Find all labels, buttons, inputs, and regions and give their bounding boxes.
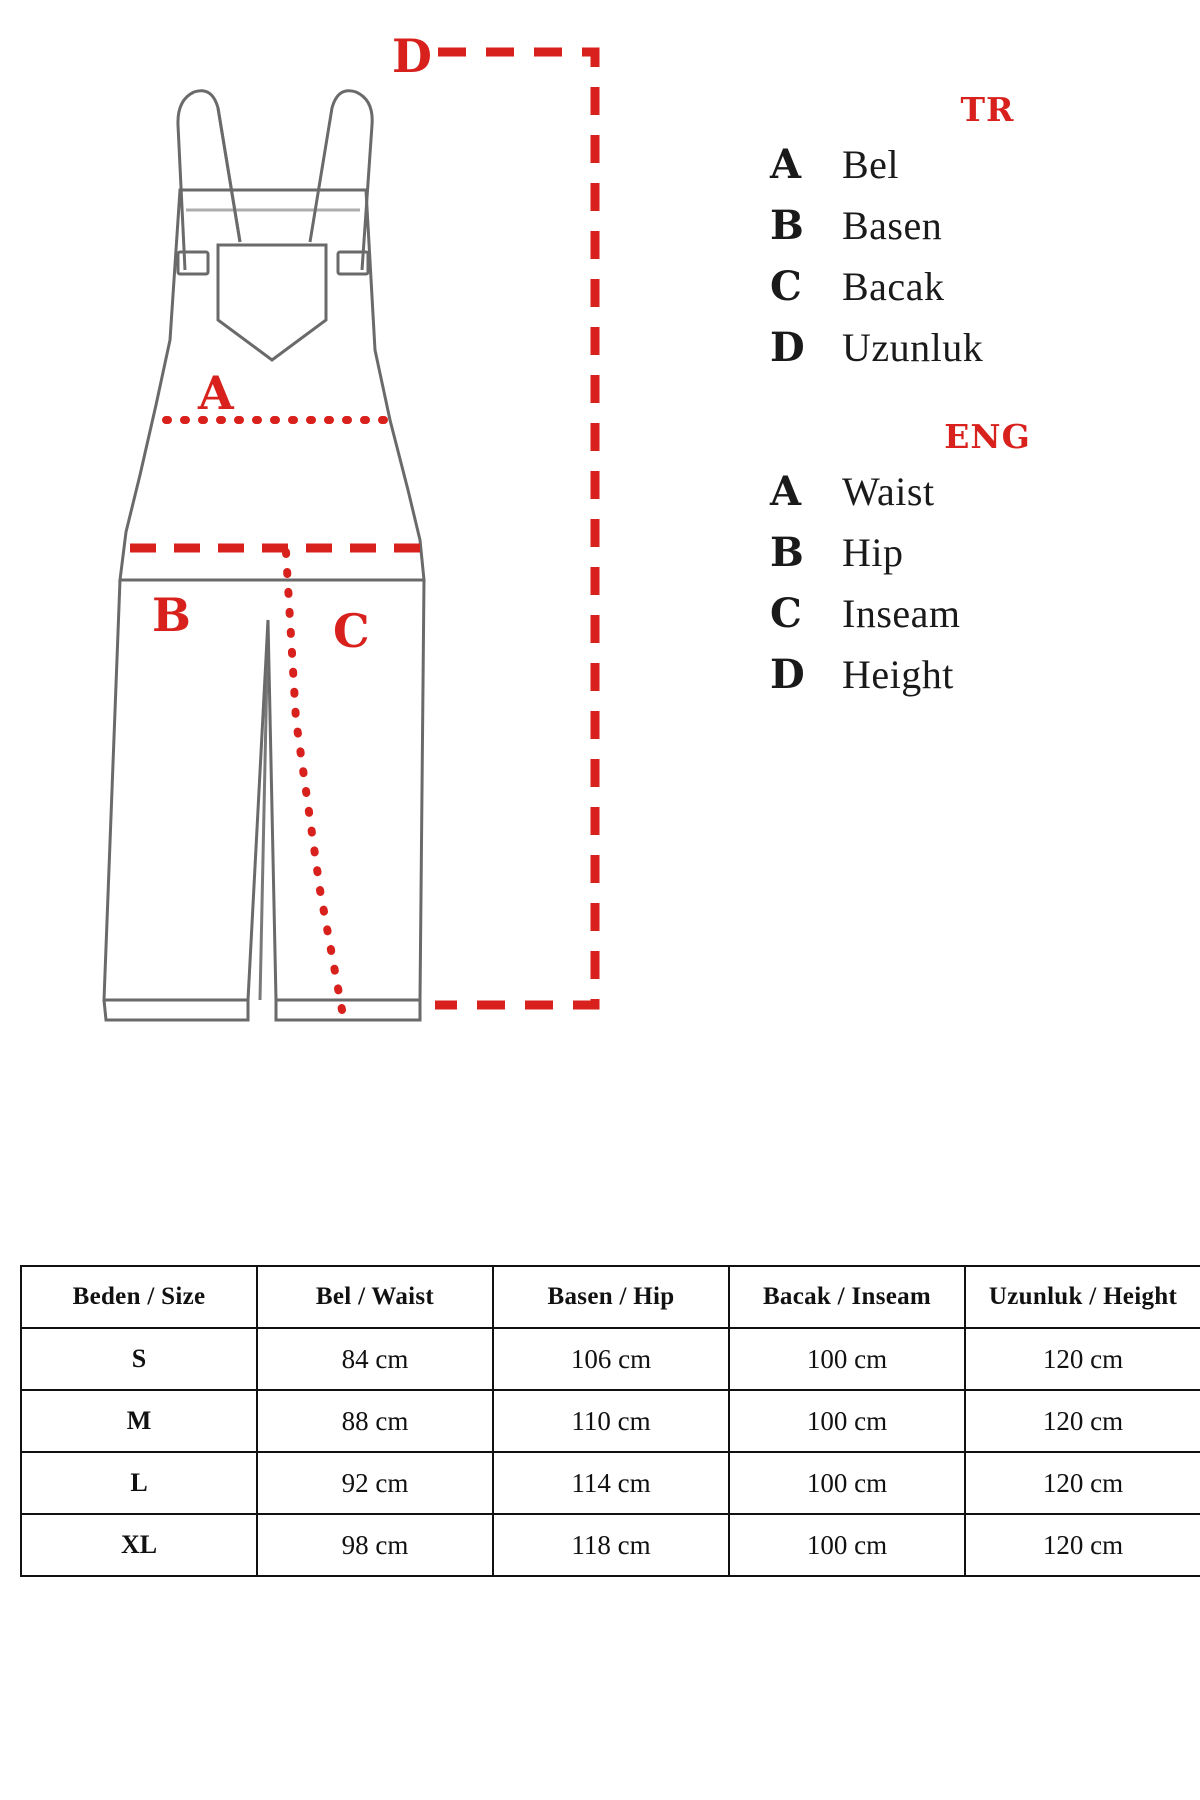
cell-height: 120 cm xyxy=(965,1514,1200,1576)
legend-label: Bel xyxy=(842,142,900,187)
legend-row-tr-b xyxy=(770,202,1150,249)
legend-key: D xyxy=(770,324,805,371)
legend-label: Bacak xyxy=(842,264,945,309)
cell-inseam: 100 cm xyxy=(729,1452,965,1514)
table-row xyxy=(21,1328,1200,1390)
legend-row-eng-a xyxy=(770,468,1150,515)
cell-height: 120 cm xyxy=(965,1328,1200,1390)
legend-label: Height xyxy=(842,652,954,697)
col-header-size: Beden / Size xyxy=(21,1266,257,1328)
mark-label-a: A xyxy=(198,366,234,420)
legend-row-tr-a xyxy=(770,141,1150,188)
legend-label: Inseam xyxy=(842,591,961,636)
cell-inseam: 100 cm xyxy=(729,1390,965,1452)
table-row xyxy=(21,1390,1200,1452)
legend-heading-tr: TR xyxy=(960,90,1015,129)
mark-label-b: B xyxy=(152,588,191,642)
legend-label: Waist xyxy=(842,469,935,514)
legend-heading-eng: ENG xyxy=(944,417,1031,456)
cell-waist: 92 cm xyxy=(257,1452,493,1514)
legend-row-eng-d xyxy=(770,651,1150,698)
legend-row-eng-c xyxy=(770,590,1150,637)
measure-line-d xyxy=(435,52,595,1005)
cell-size: S xyxy=(21,1328,257,1390)
size-table xyxy=(20,1265,1200,1577)
cell-size: L xyxy=(21,1452,257,1514)
cell-inseam: 100 cm xyxy=(729,1328,965,1390)
cell-inseam: 100 cm xyxy=(729,1514,965,1576)
legend-key: C xyxy=(770,263,802,310)
col-header-hip: Basen / Hip xyxy=(493,1266,729,1328)
cell-hip: 114 cm xyxy=(493,1452,729,1514)
mark-label-c: C xyxy=(333,604,370,658)
legend-label: Hip xyxy=(842,530,904,575)
col-header-inseam: Bacak / Inseam xyxy=(729,1266,965,1328)
legend-key: B xyxy=(770,529,804,576)
legend-row-eng-b xyxy=(770,529,1150,576)
legend-row-tr-c xyxy=(770,263,1150,310)
bib-body-outline xyxy=(120,186,424,580)
legend-key: A xyxy=(770,468,802,515)
straps-icon xyxy=(178,91,372,270)
table-header-row xyxy=(21,1266,1200,1328)
cell-size: M xyxy=(21,1390,257,1452)
size-table-wrap xyxy=(20,1265,1180,1577)
legend-key: A xyxy=(770,141,802,188)
cell-waist: 98 cm xyxy=(257,1514,493,1576)
overall-sketch-svg xyxy=(90,20,730,1100)
cell-waist: 88 cm xyxy=(257,1390,493,1452)
cell-waist: 84 cm xyxy=(257,1328,493,1390)
table-row xyxy=(21,1452,1200,1514)
cell-height: 120 cm xyxy=(965,1390,1200,1452)
table-row xyxy=(21,1514,1200,1576)
cell-hip: 106 cm xyxy=(493,1328,729,1390)
col-header-waist: Bel / Waist xyxy=(257,1266,493,1328)
cell-hip: 118 cm xyxy=(493,1514,729,1576)
legend-row-tr-d xyxy=(770,324,1150,371)
legend xyxy=(770,90,1150,744)
legend-key: B xyxy=(770,202,804,249)
cell-size: XL xyxy=(21,1514,257,1576)
cell-height: 120 cm xyxy=(965,1452,1200,1514)
mark-label-d: D xyxy=(392,29,432,83)
legend-key: D xyxy=(770,651,805,698)
cell-hip: 110 cm xyxy=(493,1390,729,1452)
legend-block-tr xyxy=(770,90,1150,371)
legend-block-eng xyxy=(770,417,1150,698)
buckles-icon xyxy=(178,252,368,274)
col-header-height: Uzunluk / Height xyxy=(965,1266,1200,1328)
legend-label: Basen xyxy=(842,203,943,248)
legend-label: Uzunluk xyxy=(842,325,984,370)
legend-key: C xyxy=(770,590,802,637)
legs-outline xyxy=(104,580,424,1020)
